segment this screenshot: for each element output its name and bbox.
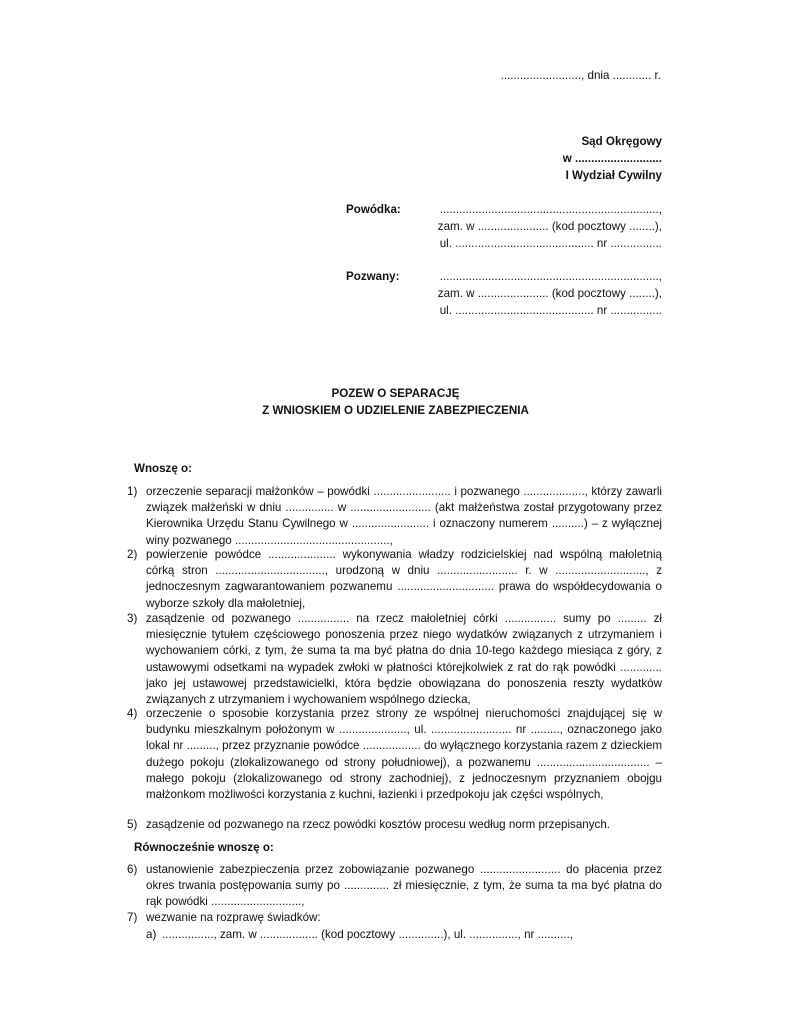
list-item: powierzenie powódce ..................... wykonywania władzy rodzicielskiej nad wspólną małoletnią córką stron .................................., urodzoną w dniu ......................... r. w ............................, z jednoczesnym zagwarantowaniem pozwanemu .............................. prawa do współdecydowania o wyborze szkoły dla małoletniej, (146, 548, 662, 610)
document-title-line1: POZEW O SEPARACJĘ (331, 387, 460, 400)
list-item-number: 7) (127, 911, 138, 924)
defendant-street-line: ul. ........................................... nr ................ (439, 304, 662, 317)
plaintiff-address-line: zam. w ...................... (kod pocztowy ........), (437, 220, 662, 233)
list-item-number: 4) (127, 707, 138, 720)
court-division: I Wydział Cywilny (565, 169, 662, 182)
court-name: Sąd Okręgowy (581, 135, 662, 148)
list-item-number: 1) (127, 485, 138, 498)
list-item: ustanowienie zabezpieczenia przez zobowiązanie pozwanego ......................... do płacenia przez okres trwania postępowania sumy po .............. zł miesięcznie, z tym, że suma ta ma być płatna do rąk powódki ............................, (146, 863, 662, 909)
witness-entry: ................, zam. w .................. (kod pocztowy ..............), ul. ..............., nr .........., (162, 928, 574, 941)
plaintiff-street-line: ul. ........................................... nr ................ (439, 237, 662, 250)
document-title-line2: Z WNIOSKIEM O UDZIELENIE ZABEZPIECZENIA (262, 404, 529, 417)
list-item: zasądzenie od pozwanego ................ na rzecz małoletniej córki ................ sumy po ......... zł miesięcznie tytułem częściowego ponoszenia przez niego wydatków związanych z utrzymaniem i wychowaniem córki, z tym, że suma ta ma być płatna do dnia 10-tego każdego miesiąca z góry, z ustawowymi odsetkami na wypadek zwłoki w płatności którejkolwiek z rat do rąk powódki ............. jako jej ustawowej przedstawicielki, która będzie obowiązana do ponoszenia reszty wydatków związanych z utrzymaniem i wychowaniem wspólnego dziecka, (146, 612, 662, 707)
witness-letter: a) (146, 928, 157, 941)
plaintiff-label: Powódka: (346, 203, 401, 216)
list-item-number: 6) (127, 863, 138, 876)
date-line: ........................., dnia ............ r. (500, 69, 661, 82)
defendant-label: Pozwany: (346, 270, 400, 283)
list-item: wezwanie na rozprawę świadków: (146, 911, 321, 924)
plaintiff-name-line: ...................................................................., (439, 203, 662, 216)
defendant-address-line: zam. w ...................... (kod pocztowy ........), (437, 287, 662, 300)
list-item: orzeczenie separacji małżonków – powódki ........................ i pozwanego ..................., którzy zawarli związek małżeński w dniu ............... w ......................... (akt małżeństwa został przygotowany przez Kierownika Urzędu Stanu Cywilnego w ........................ i oznaczony numerem ..........) – z wyłącznej winy pozwanego ................................................, (146, 485, 662, 547)
court-location: w ........................... (562, 152, 662, 165)
list-item-number: 5) (127, 818, 138, 831)
requests-heading: Wnoszę o: (134, 462, 192, 475)
list-item-number: 2) (127, 548, 138, 561)
list-item-number: 3) (127, 612, 138, 625)
concurrent-heading: Równocześnie wnoszę o: (134, 841, 274, 854)
list-item: orzeczenie o sposobie korzystania przez strony ze wspólnej nieruchomości znajdującej się w budynku mieszkalnym położonym w ....................., ul. ......................... nr ........., oznaczonego jako lokal nr ........., przez przyznanie powódce .................. do wyłącznego korzystania razem z dzieckiem dużego pokoju (zlokalizowanego od strony południowej), a pozwanemu ................................... – małego pokoju (zlokalizowanego od strony zachodniej), z jednoczesnym przyznaniem obojgu małżonkom możliwości korzystania z kuchni, łazienki i przedpokoju jak części wspólnych, (146, 707, 662, 802)
defendant-name-line: ...................................................................., (439, 270, 662, 283)
list-item: zasądzenie od pozwanego na rzecz powódki kosztów procesu według norm przepisanych. (146, 818, 611, 831)
